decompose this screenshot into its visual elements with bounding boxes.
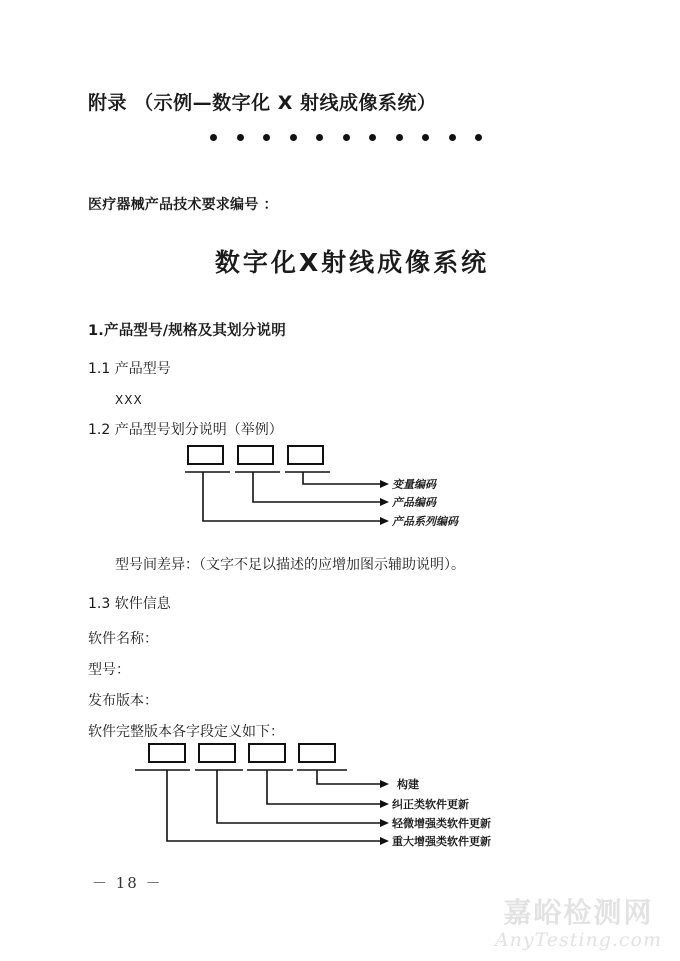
decorative-dot <box>369 134 376 141</box>
section-1-2-heading: 1.2 产品型号划分说明（举例） <box>88 422 283 438</box>
version-code-label-1: 构建 <box>397 778 419 791</box>
model-code-label-1: 变量编码 <box>392 478 436 491</box>
version-code-box-3 <box>249 744 285 762</box>
decorative-dot <box>396 134 403 141</box>
page-number: － 18 － <box>92 874 163 892</box>
software-name-field: 软件名称： <box>88 631 158 647</box>
software-model-field: 型号： <box>88 662 130 678</box>
software-version-code-diagram <box>135 742 495 852</box>
version-code-box-1 <box>149 744 185 762</box>
model-code-box-2 <box>238 446 273 464</box>
section-1-heading: 1.产品型号/规格及其划分说明 <box>88 323 286 339</box>
version-code-box-2 <box>199 744 235 762</box>
software-release-version-field: 发布版本： <box>88 693 158 709</box>
section-1-3-heading: 1.3 软件信息 <box>88 596 171 612</box>
appendix-heading: 附录 （示例—数字化 X 射线成像系统） <box>88 92 437 114</box>
version-leader-arrowheads <box>380 780 389 845</box>
decorative-dot <box>237 134 244 141</box>
doc-number-label: 医疗器械产品技术要求编号 ： <box>88 197 278 213</box>
decorative-dot <box>475 134 482 141</box>
software-version-code-diagram-svg <box>135 742 495 852</box>
model-difference-note: 型号间差异：（文字不足以描述的应增加图示辅助说明）。 <box>115 557 465 573</box>
version-code-label-2: 纠正类软件更新 <box>392 798 469 811</box>
decorative-dot <box>316 134 323 141</box>
version-code-box-4 <box>299 744 335 762</box>
model-code-box-1 <box>188 446 223 464</box>
decorative-dot <box>449 134 456 141</box>
watermark <box>495 898 662 951</box>
decorative-dot <box>343 134 350 141</box>
section-1-1-heading: 1.1 产品型号 <box>88 361 171 377</box>
decorative-dot <box>422 134 429 141</box>
version-code-label-4: 重大增强类软件更新 <box>392 835 491 848</box>
product-model-code-diagram-svg <box>185 444 485 539</box>
model-code-label-2: 产品编码 <box>392 496 436 509</box>
leader-arrowheads <box>380 480 389 525</box>
decorative-dot <box>263 134 270 141</box>
model-code-label-3: 产品系列编码 <box>392 515 458 528</box>
page-title: 数字化X射线成像系统 <box>214 248 490 277</box>
model-code-box-3 <box>288 446 323 464</box>
decorative-dot <box>210 134 217 141</box>
decorative-dot-row <box>210 134 482 141</box>
product-model-value: XXX <box>115 393 143 407</box>
product-model-code-diagram <box>185 444 485 539</box>
watermark-en-text: AnyTesting.com <box>494 929 662 951</box>
decorative-dot <box>290 134 297 141</box>
watermark-cn-text: 嘉峪检测网 <box>503 896 654 930</box>
version-code-label-3: 轻微增强类软件更新 <box>392 817 491 830</box>
software-full-version-note: 软件完整版本各字段定义如下： <box>88 724 284 740</box>
